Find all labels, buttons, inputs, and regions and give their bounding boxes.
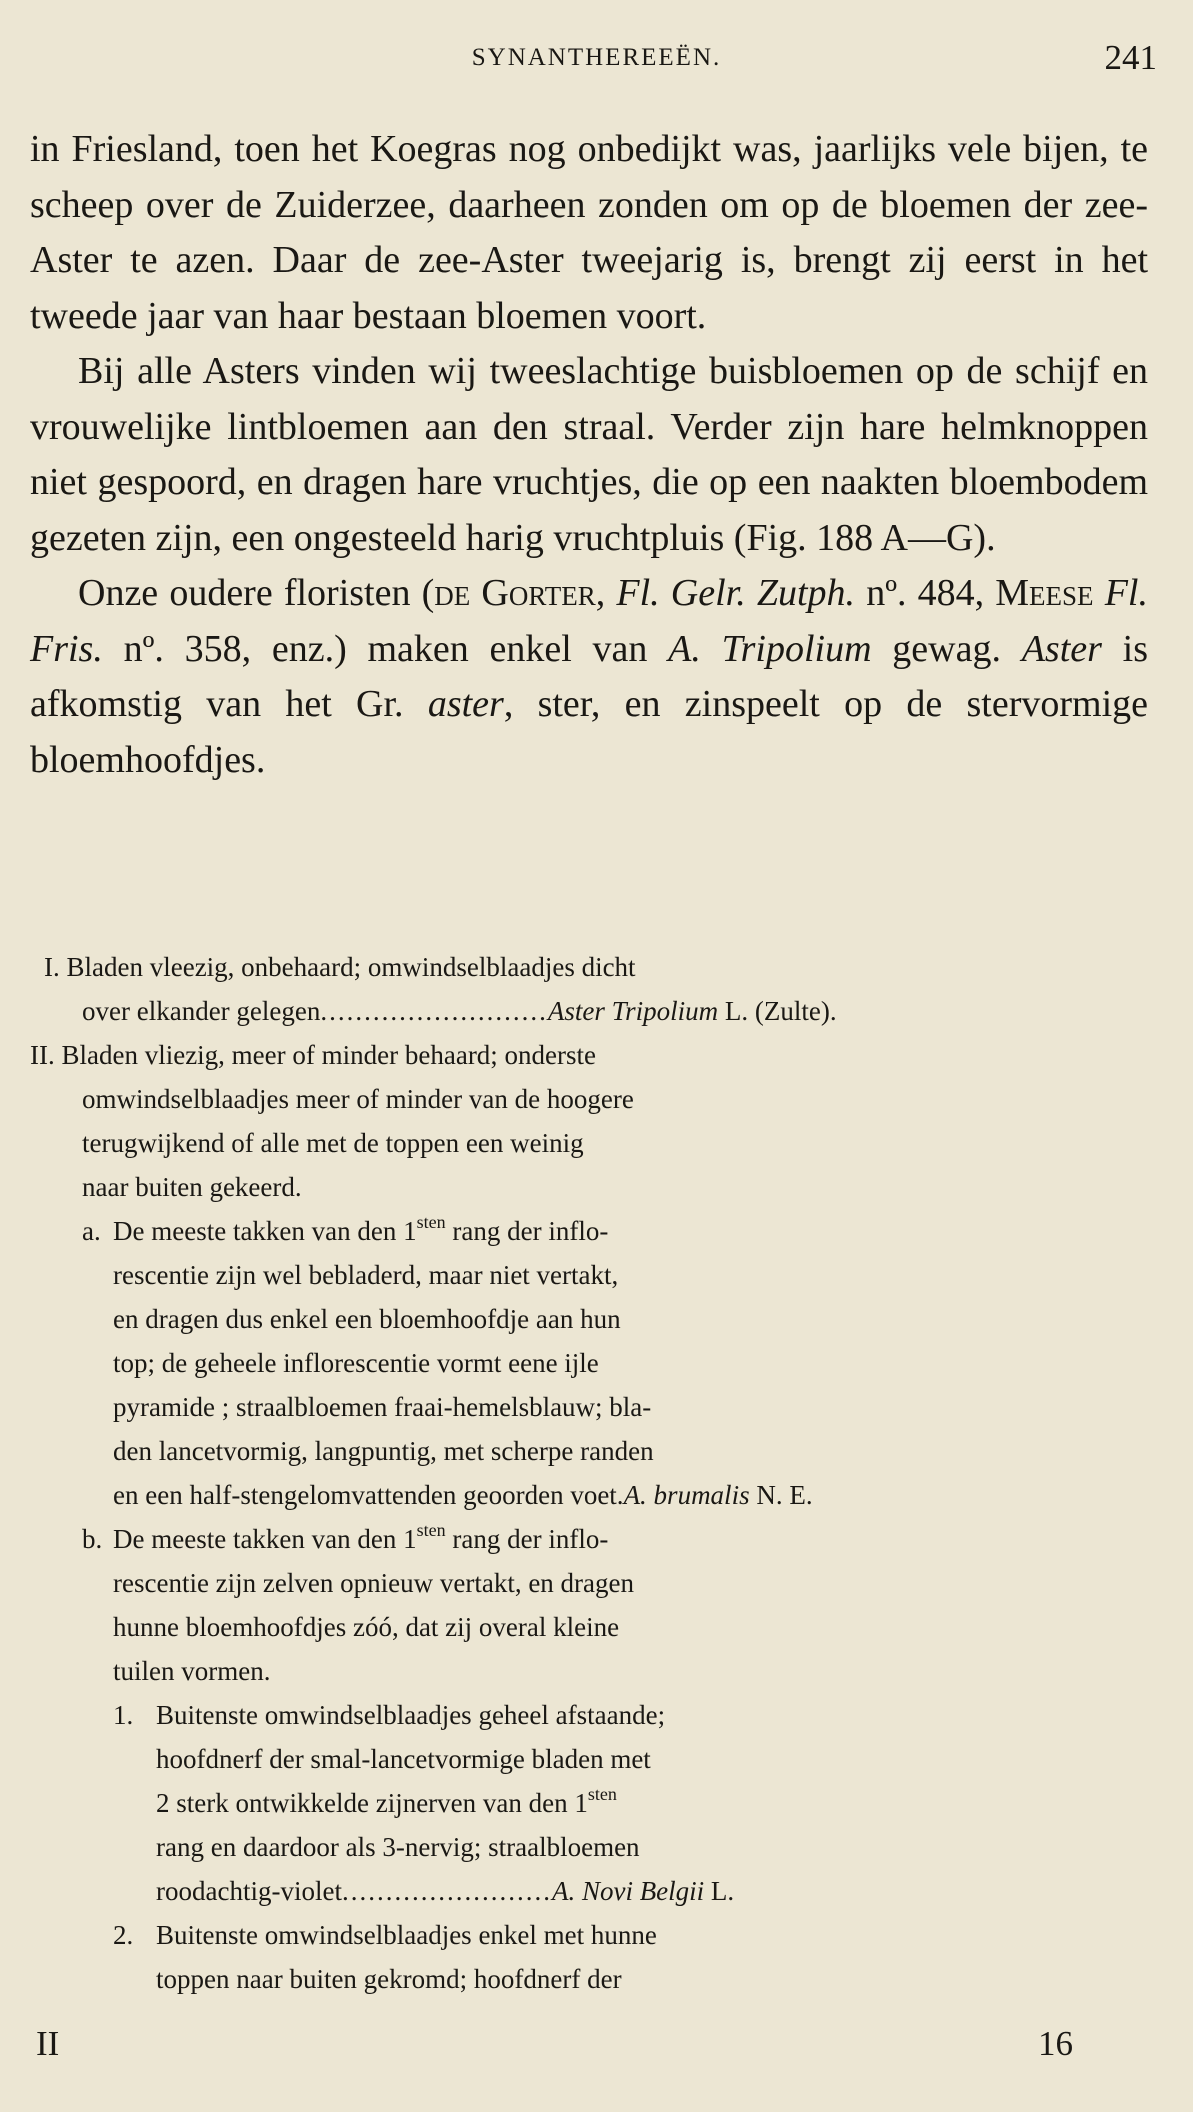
text-run: , ster, en zinspeelt op de stervormige bloemhoofdjes. xyxy=(30,683,1148,781)
key-line: en een half-stengelomvattenden geoorden voet.A. brumalis N. E. xyxy=(113,1480,813,1510)
text-run xyxy=(1094,572,1105,614)
key-line: a. De meeste takken van den $1^{sten}$ rang der inflo- xyxy=(30,1209,1148,1253)
paragraph-3 xyxy=(30,566,1148,788)
paragraph-1: in Friesland, toen het Koegras nog onbedijkt was, jaarlijks vele bijen, te scheep over de Zuiderzee, daarheen zonden om op de bloemen der zee-Aster te azen. Daar de zee-Aster tweejarig is, brengt zij eerst in het tweede jaar van haar bestaan bloemen voort. xyxy=(30,128,1148,337)
author-abbrev: L. (Zulte). xyxy=(724,996,837,1026)
key-line: I. Bladen vleezig, onbehaard; omwindselblaadjes dicht xyxy=(44,952,636,982)
sheet-number: 16 xyxy=(1038,2024,1073,2063)
key-line: rang en daardoor als 3-nervig; straalbloemen xyxy=(156,1832,640,1862)
key-line: en dragen dus enkel een bloemhoofdje aan hun xyxy=(113,1304,621,1334)
author-abbrev: N. E. xyxy=(756,1480,813,1510)
page-header xyxy=(30,38,1163,78)
key-line: 1. Buitenste omwindselblaadjes geheel afstaande; xyxy=(30,1693,1148,1737)
body-text xyxy=(30,122,1148,788)
work-title: Fl. Fris. xyxy=(30,572,1148,670)
species-name: A. brumalis xyxy=(623,1480,750,1510)
key-line: II. Bladen vliezig, meer of minder behaard; onderste xyxy=(30,1040,597,1070)
key-line: naar buiten gekeerd. xyxy=(82,1172,302,1202)
text-run: gewag. xyxy=(871,627,1022,670)
key-line: omwindselblaadjes meer of minder van de hoogere xyxy=(82,1084,634,1114)
leader-dots: ........................ xyxy=(341,1876,552,1906)
species-name: Aster Tripolium xyxy=(547,996,719,1026)
genus-name: Aster xyxy=(1021,627,1102,670)
text-run: nº. 484, xyxy=(855,572,996,614)
signature-mark: II xyxy=(36,2024,60,2063)
key-line: 2 sterk ontwikkelde zijnerven van den $1^{sten}$ xyxy=(156,1784,617,1818)
species-name: A. Tripolium xyxy=(668,627,872,670)
key-line: den lancetvormig, langpuntig, met scherpe randen xyxy=(113,1436,654,1466)
key-line: rescentie zijn wel bebladerd, maar niet vertakt, xyxy=(113,1260,619,1290)
key-line: toppen naar buiten gekromd; hoofdnerf der xyxy=(156,1964,622,1994)
key-marker: 1. xyxy=(113,1700,134,1730)
key-line: rescentie zijn zelven opnieuw vertakt, en dragen xyxy=(113,1568,635,1598)
author-name: de Gorter xyxy=(434,572,596,614)
greek-word: aster xyxy=(427,683,504,725)
key-marker: b. xyxy=(82,1524,103,1554)
author-abbrev: L. xyxy=(710,1876,735,1906)
page-number: 241 xyxy=(1104,38,1157,77)
key-line: hunne bloemhoofdjes zóó, dat zij overal kleine xyxy=(113,1612,620,1642)
key-line: over elkander gelegen..........................Aster Tripolium L. (Zulte). xyxy=(82,996,837,1026)
key-line: roodachtig-violet........................A. Novi Belgii L. xyxy=(156,1876,735,1906)
key-line: pyramide ; straalbloemen fraai-hemelsblauw; bla- xyxy=(113,1392,652,1422)
work-title: Fl. Gelr. Zutph. xyxy=(616,572,856,614)
text-run: Onze oudere floristen ( xyxy=(78,572,435,614)
page-footer xyxy=(30,2024,1163,2074)
key-line: hoofdnerf der smal-lancetvormige bladen met xyxy=(156,1744,651,1774)
key-marker: a. xyxy=(82,1216,101,1246)
key-line: top; de geheele inflorescentie vormt eene ijle xyxy=(113,1348,599,1378)
key-marker: 2. xyxy=(113,1920,134,1950)
running-title: SYNANTHEREEËN. xyxy=(471,44,722,71)
text-run: nº. 358, enz.) maken enkel van xyxy=(102,627,669,670)
text-run: is afkomstig van het Gr. xyxy=(30,627,1148,725)
species-name: A. Novi Belgii xyxy=(551,1876,705,1906)
author-name: Meese xyxy=(995,572,1094,614)
key-line: b. De meeste takken van den $1^{sten}$ rang der inflo- xyxy=(30,1517,1148,1561)
paragraph-2: Bij alle Asters vinden wij tweeslachtige buisbloemen op de schijf en vrouwelijke lintbloemen aan den straal. Verder zijn hare helmknoppen niet gespoord, en dragen hare vruchtjes, die op een naakten bloembodem gezeten zijn, een ongesteeld harig vruchtpluis (Fig. 188 A—G). xyxy=(30,350,1148,559)
text-run: , xyxy=(595,572,617,614)
leader-dots: .......................... xyxy=(320,996,548,1026)
key-line: terugwijkend of alle met de toppen een weinig xyxy=(82,1128,584,1158)
key-line: tuilen vormen. xyxy=(113,1656,271,1686)
key-line: 2. Buitenste omwindselblaadjes enkel met hunne xyxy=(30,1913,1148,1957)
